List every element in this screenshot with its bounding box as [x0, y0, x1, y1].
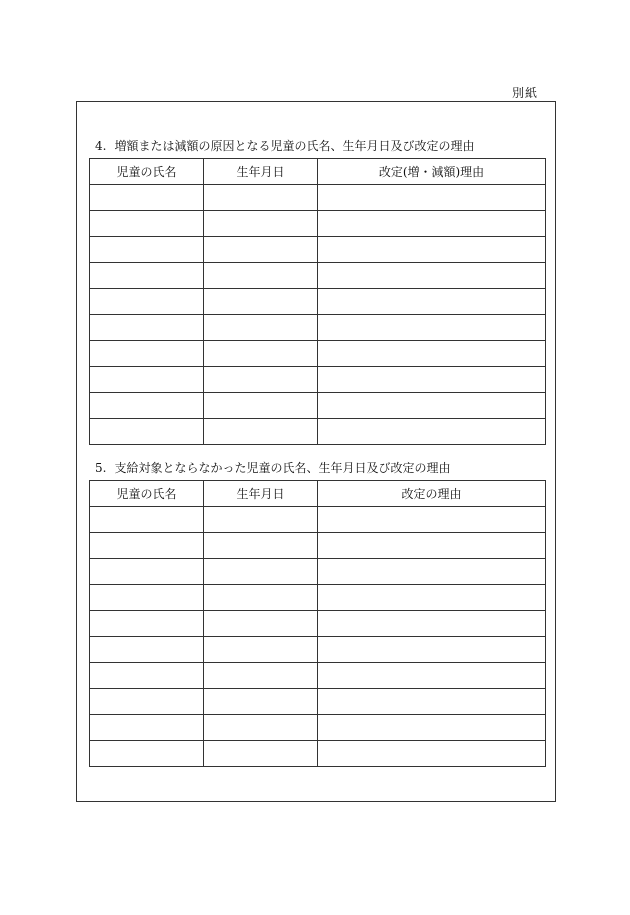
cell-birth[interactable] — [204, 211, 318, 237]
cell-name[interactable] — [90, 367, 204, 393]
section-4-title — [95, 137, 474, 154]
cell-reason[interactable] — [318, 611, 546, 637]
table-row — [90, 185, 546, 211]
table-row — [90, 637, 546, 663]
cell-name[interactable] — [90, 419, 204, 445]
cell-name[interactable] — [90, 715, 204, 741]
cell-birth[interactable] — [204, 185, 318, 211]
table-row — [90, 585, 546, 611]
header-birth-date: 生年月日 — [204, 159, 318, 185]
section-5-title — [95, 459, 450, 476]
section-4-rows — [90, 185, 546, 445]
cell-birth[interactable] — [204, 263, 318, 289]
cell-name[interactable] — [90, 741, 204, 767]
table-row — [90, 533, 546, 559]
cell-reason[interactable] — [318, 689, 546, 715]
table-row — [90, 211, 546, 237]
attachment-label: 別紙 — [511, 86, 538, 100]
cell-birth[interactable] — [204, 533, 318, 559]
cell-reason[interactable] — [318, 315, 546, 341]
cell-birth[interactable] — [204, 585, 318, 611]
cell-reason[interactable] — [318, 533, 546, 559]
cell-birth[interactable] — [204, 315, 318, 341]
cell-birth[interactable] — [204, 689, 318, 715]
table-row — [90, 663, 546, 689]
section-4-table — [89, 158, 546, 445]
section-4-title-text: 増額または減額の原因となる児童の氏名、生年月日及び改定の理由 — [114, 139, 475, 153]
table-row — [90, 315, 546, 341]
header-child-name: 児童の氏名 — [90, 481, 204, 507]
cell-name[interactable] — [90, 341, 204, 367]
cell-birth[interactable] — [204, 663, 318, 689]
header-revision-reason: 改定(増・減額)理由 — [318, 159, 546, 185]
cell-birth[interactable] — [204, 419, 318, 445]
table-row — [90, 715, 546, 741]
cell-reason[interactable] — [318, 637, 546, 663]
section-5-table — [89, 480, 546, 767]
header-revision-reason: 改定の理由 — [318, 481, 546, 507]
cell-birth[interactable] — [204, 559, 318, 585]
header-child-name: 児童の氏名 — [90, 159, 204, 185]
cell-name[interactable] — [90, 393, 204, 419]
table-header-row — [90, 159, 546, 185]
cell-name[interactable] — [90, 237, 204, 263]
cell-name[interactable] — [90, 559, 204, 585]
cell-birth[interactable] — [204, 367, 318, 393]
cell-reason[interactable] — [318, 585, 546, 611]
header-birth-date: 生年月日 — [204, 481, 318, 507]
cell-reason[interactable] — [318, 559, 546, 585]
cell-reason[interactable] — [318, 507, 546, 533]
cell-reason[interactable] — [318, 263, 546, 289]
cell-reason[interactable] — [318, 741, 546, 767]
section-5-number: 5. — [95, 461, 107, 475]
cell-name[interactable] — [90, 507, 204, 533]
table-row — [90, 263, 546, 289]
table-row — [90, 741, 546, 767]
section-5-rows — [90, 507, 546, 767]
table-row — [90, 289, 546, 315]
section-4-number: 4. — [95, 139, 107, 153]
cell-name[interactable] — [90, 689, 204, 715]
cell-reason[interactable] — [318, 419, 546, 445]
cell-reason[interactable] — [318, 237, 546, 263]
cell-name[interactable] — [90, 611, 204, 637]
cell-name[interactable] — [90, 533, 204, 559]
table-row — [90, 367, 546, 393]
table-row — [90, 419, 546, 445]
cell-birth[interactable] — [204, 507, 318, 533]
table-row — [90, 393, 546, 419]
cell-birth[interactable] — [204, 341, 318, 367]
cell-birth[interactable] — [204, 611, 318, 637]
table-header-row — [90, 481, 546, 507]
section-5-title-text: 支給対象とならなかった児童の氏名、生年月日及び改定の理由 — [114, 461, 451, 475]
cell-name[interactable] — [90, 663, 204, 689]
cell-reason[interactable] — [318, 341, 546, 367]
form-frame — [76, 101, 556, 802]
table-row — [90, 237, 546, 263]
cell-reason[interactable] — [318, 393, 546, 419]
cell-birth[interactable] — [204, 715, 318, 741]
cell-birth[interactable] — [204, 741, 318, 767]
table-row — [90, 341, 546, 367]
table-row — [90, 611, 546, 637]
table-row — [90, 507, 546, 533]
cell-reason[interactable] — [318, 715, 546, 741]
table-row — [90, 559, 546, 585]
cell-name[interactable] — [90, 211, 204, 237]
cell-birth[interactable] — [204, 237, 318, 263]
cell-reason[interactable] — [318, 289, 546, 315]
cell-name[interactable] — [90, 185, 204, 211]
cell-name[interactable] — [90, 315, 204, 341]
cell-reason[interactable] — [318, 367, 546, 393]
cell-name[interactable] — [90, 289, 204, 315]
cell-birth[interactable] — [204, 637, 318, 663]
cell-name[interactable] — [90, 637, 204, 663]
cell-name[interactable] — [90, 585, 204, 611]
cell-name[interactable] — [90, 263, 204, 289]
cell-reason[interactable] — [318, 185, 546, 211]
cell-reason[interactable] — [318, 211, 546, 237]
cell-birth[interactable] — [204, 393, 318, 419]
cell-birth[interactable] — [204, 289, 318, 315]
table-row — [90, 689, 546, 715]
cell-reason[interactable] — [318, 663, 546, 689]
